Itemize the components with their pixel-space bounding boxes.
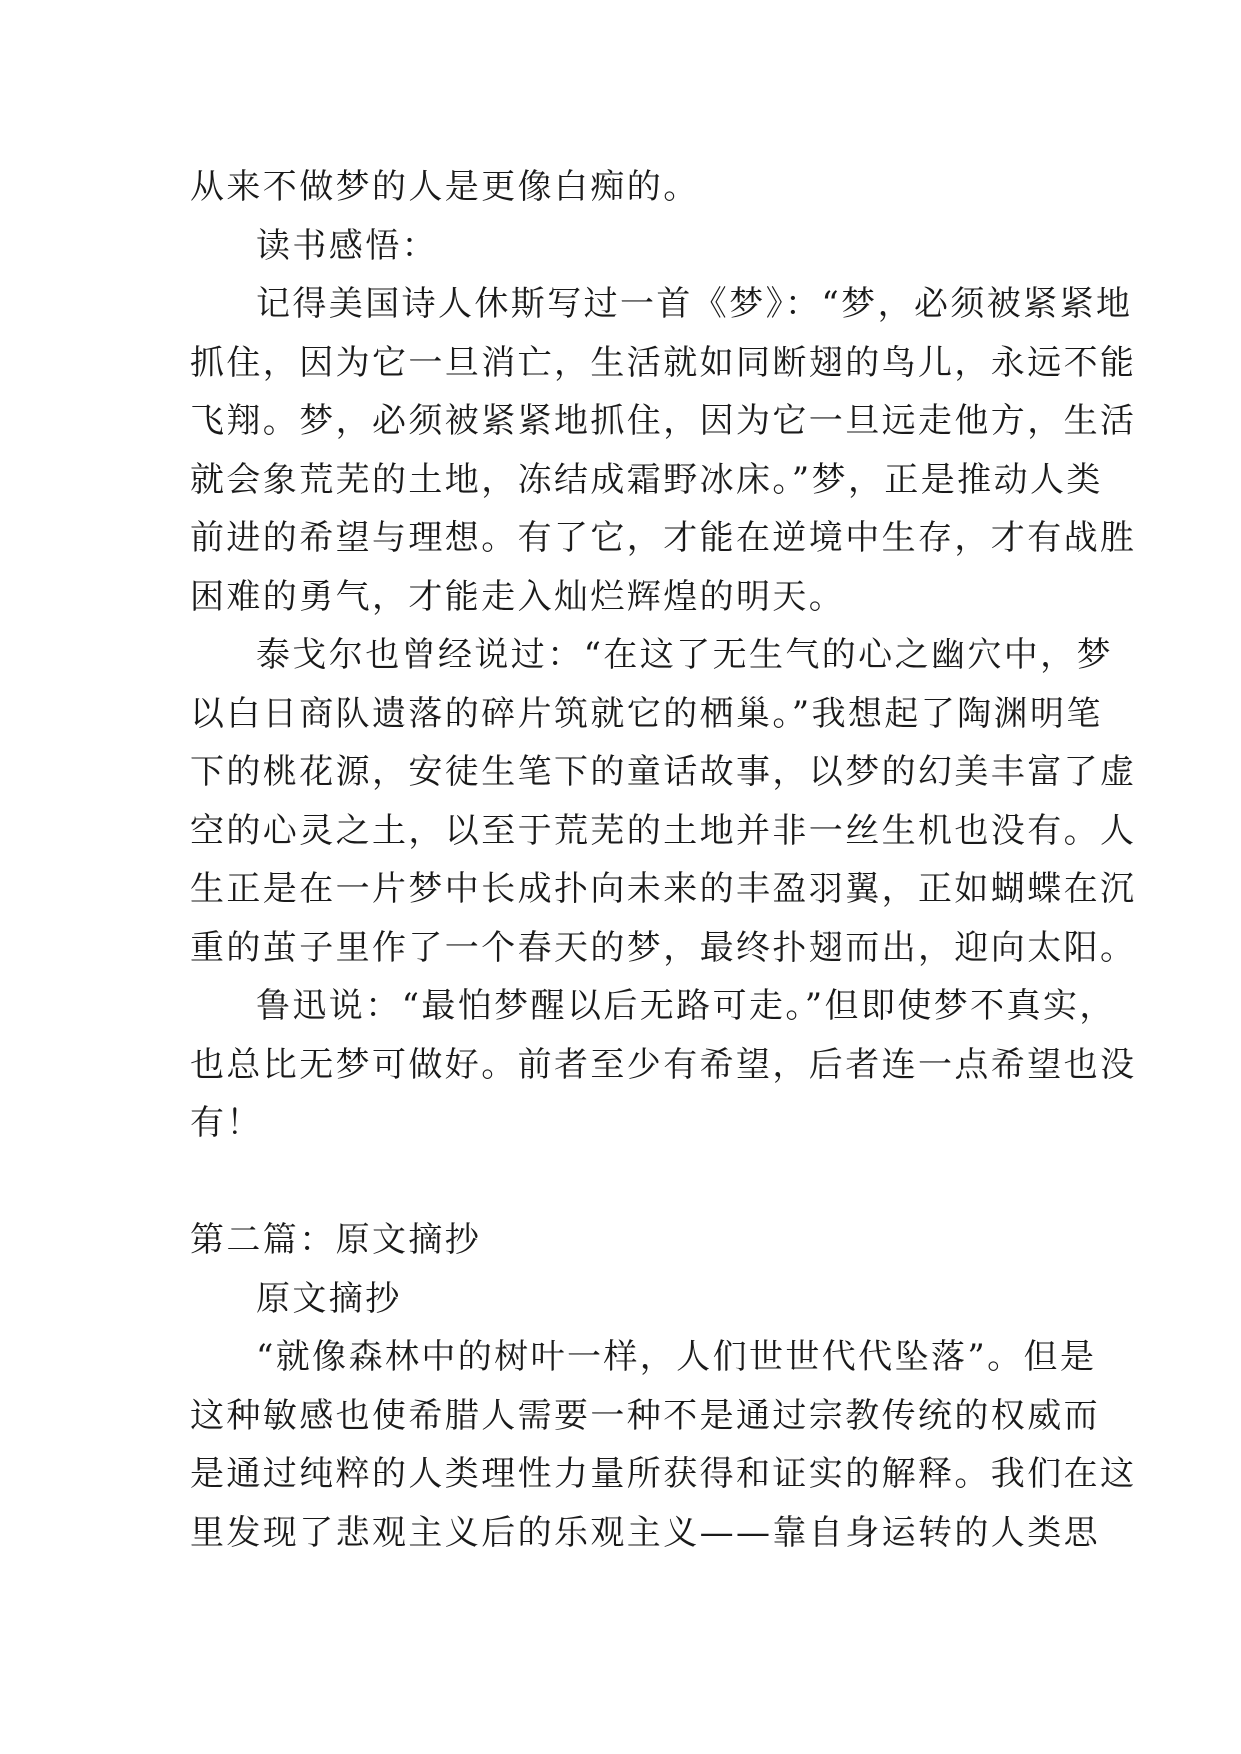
excerpt-paragraph [190,1328,1137,1562]
body-text-line: 记得美国诗人休斯写过一首《梦》：“梦，必须被紧紧地 [256,284,1133,324]
body-text-line: 生正是在一片梦中长成扑向未来的丰盈羽翼，正如蝴蝶在沉 [190,869,1137,909]
body-text-line: 空的心灵之土，以至于荒芜的土地并非一丝生机也没有。人 [190,810,1137,851]
reflection-paragraph-1 [190,275,1137,626]
body-text-line: 抓住，因为它一旦消亡，生活就如同断翅的鸟儿，永远不能 [190,342,1137,383]
body-text-line: 就会象荒芜的土地，冻结成霜野冰床。”梦，正是推动人类 [190,459,1103,500]
body-text-line: 鲁迅说：“最怕梦醒以后无路可走。”但即使梦不真实， [256,986,1116,1026]
section-subheading: 原文摘抄 [256,1278,402,1319]
body-text-line: 这种敏感也使希腊人需要一种不是通过宗教传统的权威而 [190,1395,1100,1436]
body-text-line: 泰戈尔也曾经说过：“在这了无生气的心之幽穴中，梦 [256,635,1113,675]
paragraph-spacer [190,1153,1050,1212]
body-text-line: 从来不做梦的人是更像白痴的。 [190,167,700,207]
body-text-line: 是通过纯粹的人类理性力量所获得和证实的解释。我们在这 [190,1454,1137,1494]
reflection-paragraph-3 [190,977,1137,1153]
body-text-line: 有！ [190,1103,263,1143]
body-text-line: 下的桃花源，安徒生笔下的童话故事，以梦的幻美丰富了虚 [190,752,1137,792]
body-text-line: 困难的勇气，才能走入灿烂辉煌的明天。 [190,576,846,617]
body-text-line: “就像森林中的树叶一样，人们世世代代坠落”。但是 [256,1337,1097,1377]
body-text-line: 里发现了悲观主义后的乐观主义——靠自身运转的人类思 [190,1512,1100,1553]
section-heading: 第二篇：原文摘抄 [190,1220,482,1260]
reflection-label: 读书感悟： [256,225,438,266]
body-text-line: 以白日商队遗落的碎片筑就它的栖巢。”我想起了陶渊明笔 [190,693,1103,734]
body-text-line: 前进的希望与理想。有了它，才能在逆境中生存，才有战胜 [190,518,1137,558]
body-text-line: 也总比无梦可做好。前者至少有希望，后者连一点希望也没 [190,1044,1137,1085]
body-text-line: 重的茧子里作了一个春天的梦，最终扑翅而出，迎向太阳。 [190,927,1137,968]
reflection-paragraph-2 [190,626,1137,977]
document-body [190,158,1137,1562]
body-text-line: 飞翔。梦，必须被紧紧地抓住，因为它一旦远走他方，生活 [190,401,1137,441]
